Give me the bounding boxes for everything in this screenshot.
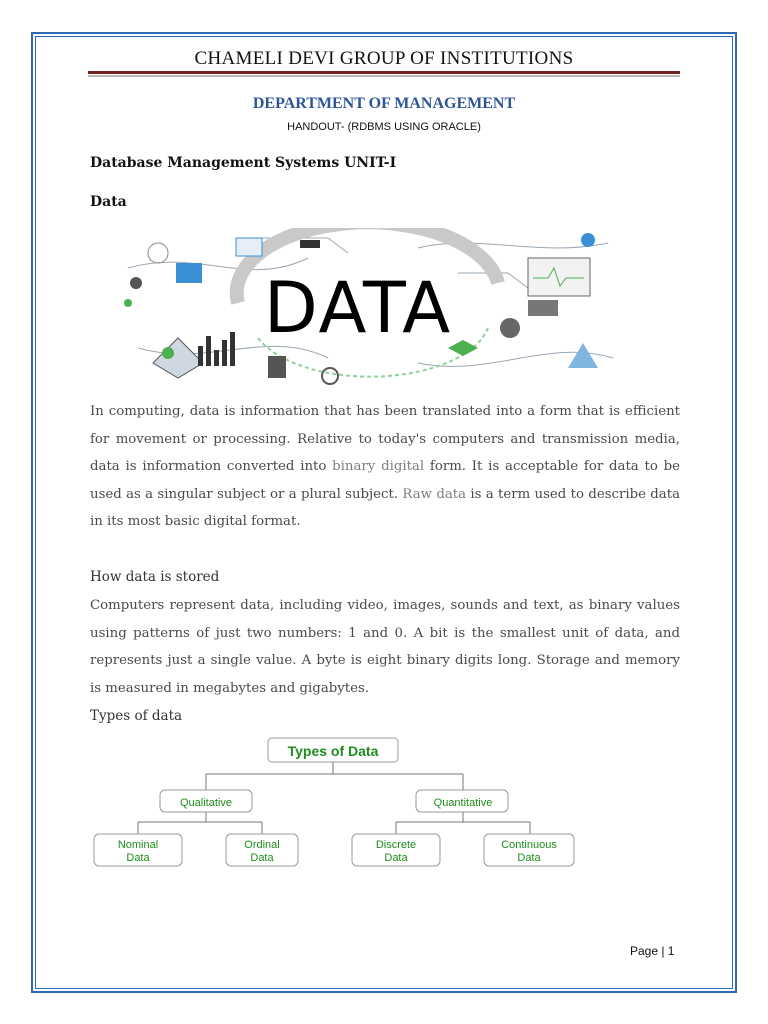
para1-text-2: information — [240, 404, 320, 419]
binary-digital-link[interactable]: binary digital — [332, 459, 425, 474]
types-of-data-label: Types of Data — [287, 743, 379, 759]
discrete-label: Discrete — [375, 839, 417, 851]
para1-text-7: form. It is acceptable for data to be used as a singular subject or a plural subject. — [90, 459, 681, 502]
quantitative-label: Quantitative — [433, 797, 493, 809]
discrete-data-label: Data — [384, 852, 408, 864]
para1-text-4: computers — [432, 431, 505, 447]
ordinal-label: Ordinal — [244, 839, 280, 851]
page-number: Page | 1 — [630, 944, 675, 958]
unit-title: Database Management Systems UNIT-I — [90, 155, 397, 171]
raw-data-link[interactable]: Raw data — [402, 486, 467, 502]
hero-data-word: DATA — [263, 267, 453, 349]
nominal-label: Nominal — [117, 839, 159, 851]
types-of-data-heading: Types of data — [90, 708, 183, 724]
header-rule-shadow — [88, 75, 680, 77]
continuous-data-label: Data — [517, 852, 541, 864]
data-storage-paragraph: Computers represent data, including video, images, sounds and text, as binary values using patterns of just two numbers: 1 and 0. A bit is the smallest unit of data, and represents just a single value. A byte is eight binary digits long. Storage and memory is measured in megabytes and gigabytes. — [90, 598, 680, 696]
data-illustration — [118, 228, 618, 386]
para1-text-3: that has been translated into a form that is efficient for movement or processing. Relative to today's — [90, 404, 681, 447]
how-data-stored-heading: How data is stored — [90, 569, 220, 585]
para1-text-5: and transmission media, data is information converted into — [90, 431, 680, 474]
para1-text-1: In computing, data is — [90, 404, 241, 419]
data-definition-paragraph — [90, 398, 680, 536]
nominal-data-label: Data — [126, 852, 150, 864]
types-of-data-diagram — [88, 734, 588, 874]
ordinal-data-label: Data — [250, 852, 274, 864]
data-heading: Data — [90, 194, 127, 210]
handout-subtitle: HANDOUT- (RDBMS USING ORACLE) — [287, 121, 481, 133]
continuous-label: Continuous — [501, 839, 557, 851]
para1-text-9: is a term used to describe data in its most basic digital format. — [90, 486, 680, 529]
header-rule — [88, 71, 680, 74]
department-title: DEPARTMENT OF MANAGEMENT — [252, 95, 516, 112]
qualitative-label: Qualitative — [180, 797, 232, 809]
institution-title: CHAMELI DEVI GROUP OF INSTITUTIONS — [194, 48, 574, 69]
